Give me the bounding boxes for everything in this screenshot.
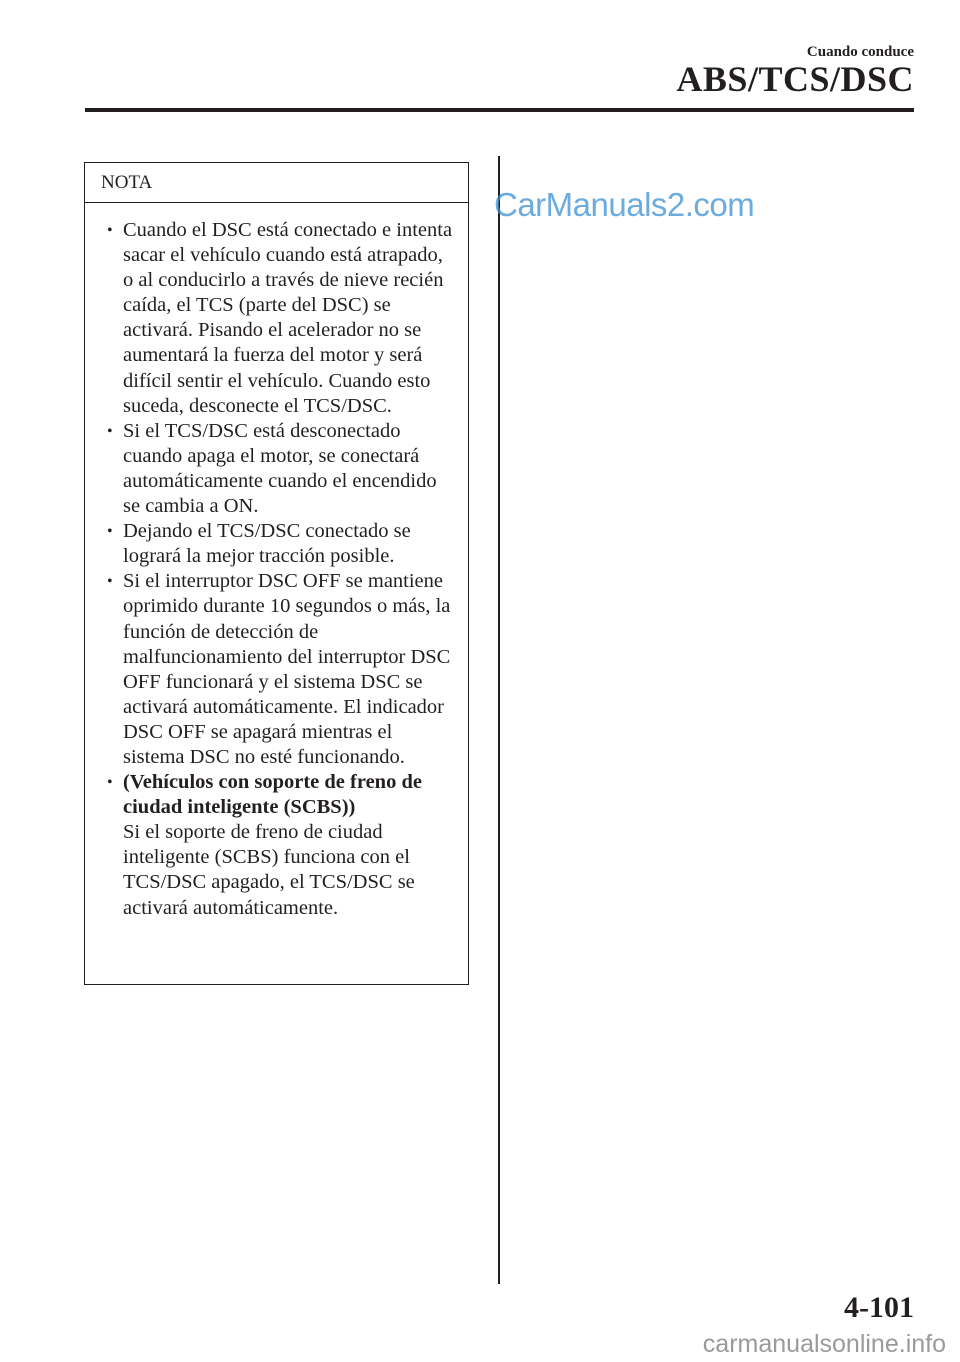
bullet-icon: • <box>107 523 113 541</box>
note-item-text: Si el TCS/DSC está desconectado cuando apaga el motor, se conectará automáticamente cuando el encendido se cambia a ON. <box>123 419 437 518</box>
note-item <box>101 218 454 419</box>
note-item <box>101 770 454 921</box>
note-title: NOTA <box>85 163 468 203</box>
header-divider <box>85 108 914 112</box>
bullet-icon: • <box>107 774 113 792</box>
watermark-bottom: carmanualsonline.info <box>702 1330 946 1358</box>
note-item <box>101 419 454 519</box>
column-divider <box>498 156 500 1284</box>
bullet-icon: • <box>107 422 113 440</box>
bullet-icon: • <box>107 222 113 239</box>
header-section-label: Cuando conduce <box>806 44 914 60</box>
note-list <box>85 203 468 921</box>
header-title: ABS/TCS/DSC <box>676 59 914 99</box>
note-item-text: Cuando el DSC está conectado e intenta sacar el vehículo cuando está atrapado, o al conducirlo a través de nieve recién caída, el TCS (parte del DSC) se activará. Pisando el acelerador no se aumentará la fuerza del motor y será difícil sentir el vehículo. Cuando esto suceda, desconecte el TCS/DSC. <box>123 219 453 417</box>
note-item-heading: (Vehículos con soporte de freno de ciudad inteligente (SCBS)) <box>123 771 422 819</box>
page-number: 4-101 <box>844 1291 914 1324</box>
note-item <box>101 519 454 569</box>
note-item-text: Si el soporte de freno de ciudad inteligente (SCBS) funciona con el TCS/DSC apagado, el TCS/DSC se activará automáticamente. <box>123 821 415 919</box>
note-item <box>101 569 454 770</box>
note-item-text: Si el interruptor DSC OFF se mantiene oprimido durante 10 segundos o más, la función de detección de malfuncionamiento del interruptor DSC OFF funcionará y el sistema DSC se activará automáticamente. El indicador DSC OFF se apagará mientras el sistema DSC no esté funcionando. <box>123 570 451 768</box>
watermark-top: CarManuals2.com <box>494 186 755 223</box>
note-item-text: Dejando el TCS/DSC conectado se logrará la mejor tracción posible. <box>123 520 411 568</box>
bullet-icon: • <box>107 573 113 591</box>
note-box <box>84 162 469 985</box>
